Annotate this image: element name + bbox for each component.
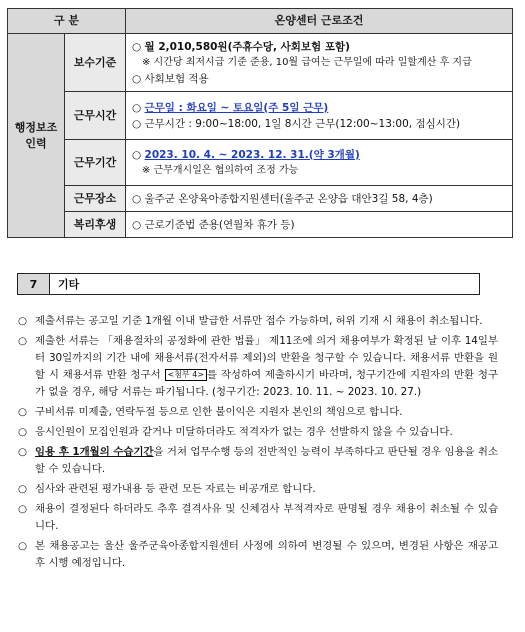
- list-item: [18, 333, 498, 401]
- item-text: 응시인원이 모집인원과 같거나 미달하더라도 적격자가 없는 경우 선발하지 않을 수 있습니다.: [35, 426, 453, 438]
- bullet: ○: [18, 540, 28, 552]
- work-days: 근무일 : 화요일 ~ 토요일(주 5일 근무): [144, 101, 329, 114]
- insurance-text: 사회보험 적용: [144, 72, 209, 85]
- bullet: ○: [132, 192, 142, 205]
- list-item: [18, 538, 498, 572]
- bullet: ○: [132, 148, 142, 161]
- bullet: ○: [132, 218, 142, 231]
- list-item: [18, 313, 498, 330]
- bullet: ○: [18, 503, 28, 515]
- bullet: ○: [18, 335, 28, 347]
- work-period: 2023. 10. 4. ~ 2023. 12. 31.(약 3개월): [144, 148, 360, 161]
- item-text: 제출서류는 공고일 기준 1개월 이내 발급한 서류만 접수 가능하며, 허위 기재 시 채용이 취소됩니다.: [35, 315, 483, 327]
- section-header: [17, 273, 480, 295]
- row-label-location: 근무장소: [65, 186, 126, 212]
- bullet: ○: [18, 426, 28, 438]
- list-item: [18, 501, 498, 535]
- item-text: 본 채용공고는 울산 울주군육아종합지원센터 사정에 의하여 변경될 수 있으며, 변경된 사항은 재공고 후 시행 예정입니다.: [35, 540, 498, 569]
- welfare-text: 근로기준법 준용(연월차 휴가 등): [144, 218, 295, 231]
- row-label-pay: 보수기준: [65, 34, 126, 92]
- work-location: 울주군 온양육아종합지원센터(울주군 온양읍 대안3길 58, 4층): [144, 192, 433, 205]
- row-label-hours: 근무시간: [65, 92, 126, 140]
- work-hours: 근무시간 : 9:00~18:00, 1일 8시간 근무(12:00~13:00, 점심시간): [144, 117, 461, 130]
- section-number: 7: [17, 273, 50, 295]
- section-title: 기타: [50, 273, 480, 295]
- list-item: [18, 444, 498, 478]
- bullet: ○: [18, 406, 28, 418]
- row-content-period: [126, 140, 513, 186]
- bullet: ○: [18, 483, 28, 495]
- pay-note: ※ 시간당 최저시급 기준 준용, 10월 급여는 근무일에 따라 일할계산 후 지급: [142, 56, 472, 68]
- table-header-category: 구 분: [8, 9, 126, 34]
- period-note: ※ 근무개시일은 협의하여 조정 가능: [142, 164, 299, 176]
- item-text: 제출한 서류는 「채용절차의 공정화에 관한 법률」 제11조에 의거 채용여부가 확정된 날 이후 14일부터 30일까지의 기간 내에 채용서류(전자서류 제외)의 반환을 청구할 수 있습니다. 채용서류 반환을 원할 시 채용서류 반환 청구서 <첨부 4> 를 작성하여 제출하시기 바라며, 청구기간에 지원자의 반환 청구가 없을 경우, 해당 서류는 파기됩니다. (청구기간: 2023. 10. 11. ~ 2023. 10. 27.): [35, 335, 498, 398]
- bullet: ○: [18, 446, 28, 458]
- row-label-period: 근무기간: [65, 140, 126, 186]
- list-item: [18, 404, 498, 421]
- row-content-pay: [126, 34, 513, 92]
- row-content-hours: [126, 92, 513, 140]
- row-label-welfare: 복리후생: [65, 212, 126, 238]
- item-text: 채용이 결정된다 하더라도 추후 결격사유 및 신체검사 부적격자로 판명될 경우 채용이 취소될 수 있습니다.: [35, 503, 498, 532]
- pay-amount: 월 2,010,580원(주휴수당, 사회보험 포함): [144, 40, 350, 53]
- item-text: 구비서류 미제출, 연락두절 등으로 인한 불이익은 지원자 본인의 책임으로 합니다.: [35, 406, 403, 418]
- category-cell: 행정보조 인력: [8, 34, 65, 238]
- bullet: ○: [18, 315, 28, 327]
- row-content-welfare: [126, 212, 513, 238]
- list-item: [18, 424, 498, 441]
- notice-list: [18, 313, 498, 575]
- bullet: ○: [132, 101, 142, 114]
- row-content-location: [126, 186, 513, 212]
- bullet: ○: [132, 117, 142, 130]
- bullet: ○: [132, 40, 142, 53]
- table-header-conditions: 온양센터 근로조건: [126, 9, 513, 34]
- list-item: [18, 481, 498, 498]
- item-text: 임용 후 1개월의 수습기간을 거쳐 업무수행 등의 전반적인 능력이 부족하다고 판단될 경우 임용을 취소할 수 있습니다.: [35, 446, 498, 475]
- bullet: ○: [132, 72, 142, 85]
- item-text: 심사와 관련된 평가내용 등 관련 모든 자료는 비공개로 합니다.: [35, 483, 316, 495]
- work-conditions-table: [7, 8, 513, 238]
